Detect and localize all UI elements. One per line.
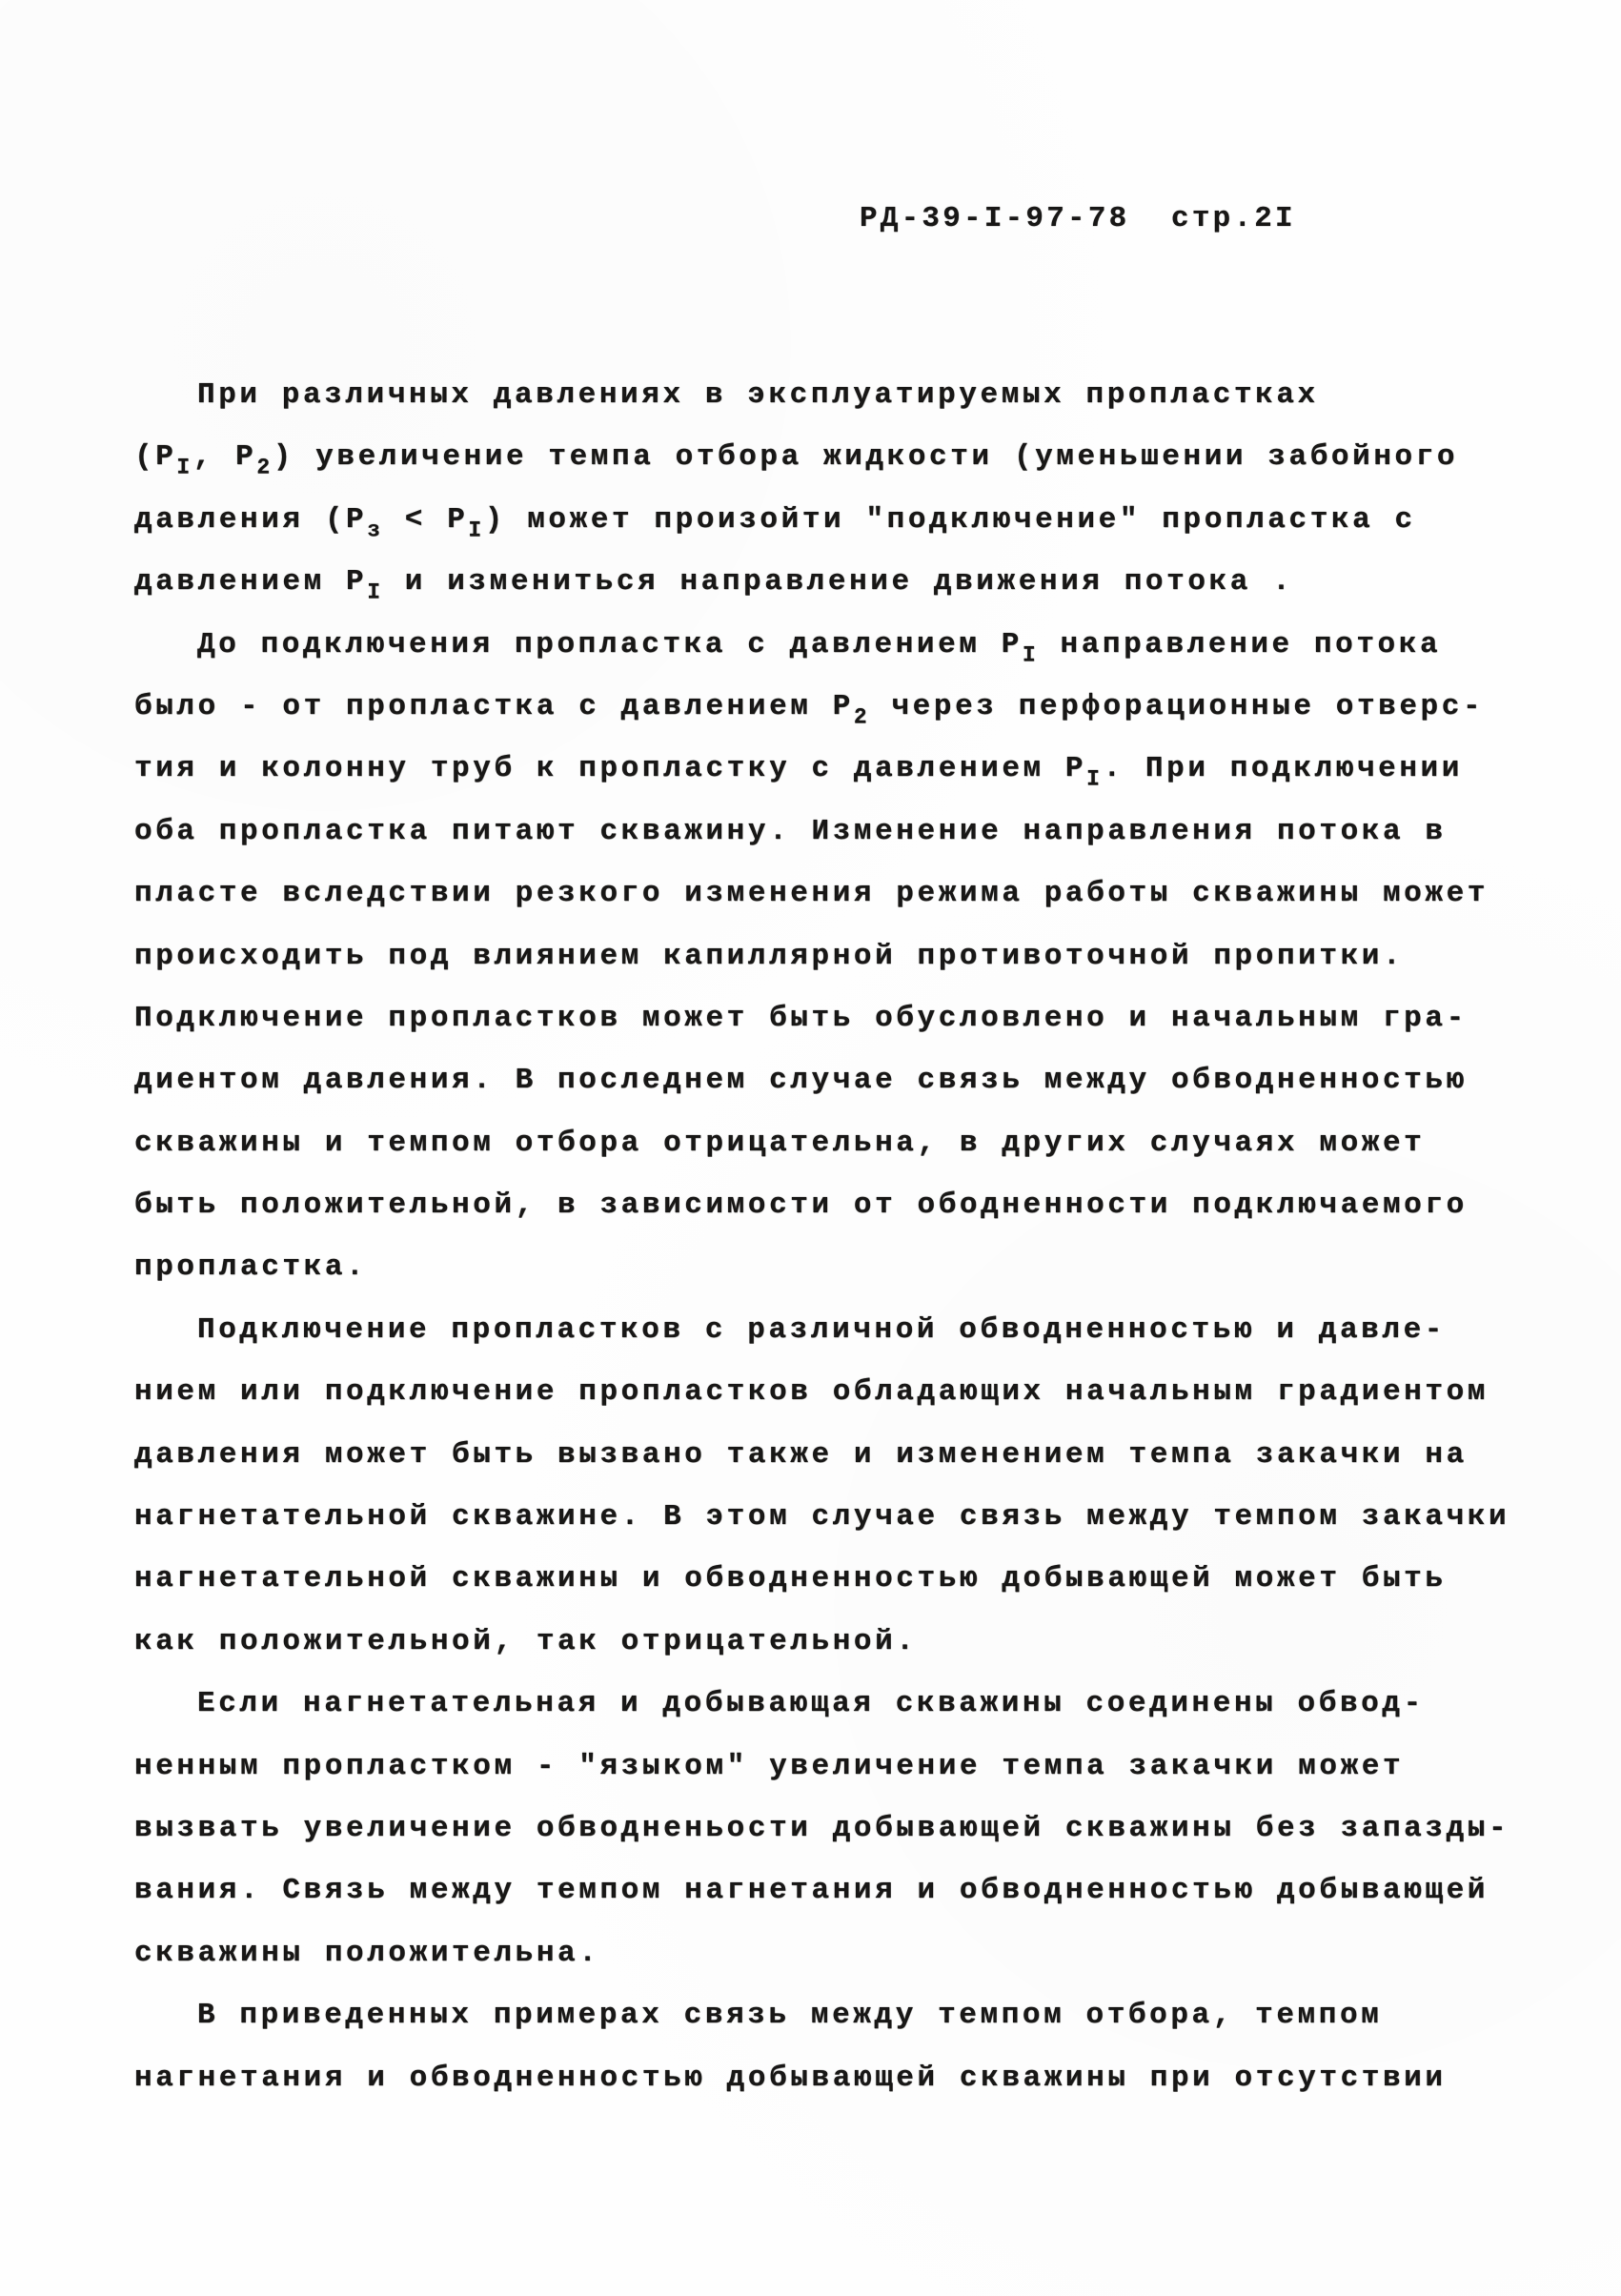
text-line: как положительной, так отрицательной.	[134, 1624, 918, 1658]
paragraph	[134, 1673, 1526, 1984]
text-line: ($Р_I$, $Р_2$) увеличение темпа отбора жидкости (уменьшении забойного	[134, 440, 1459, 481]
paragraph	[134, 1299, 1526, 1673]
text-line: тия и колонну труб к пропластку с давлением $Р_I$. При подключении	[134, 752, 1463, 792]
paragraph	[134, 364, 1526, 614]
text-line: В приведенных примерах связь между темпом отбора, темпом	[197, 1999, 1383, 2033]
text-line: оба пропластка питают скважину. Изменение направления потока в	[134, 814, 1447, 848]
document-number-and-page-header: РД-39-I-97-78 стр.2I	[860, 202, 1296, 235]
text-line: пропластка.	[134, 1250, 368, 1285]
text-line: нагнетания и обводненностью добывающей скважины при отсутствии	[134, 2061, 1447, 2095]
paragraph	[134, 1984, 1526, 2109]
text-line: происходить под влиянием капиллярной противоточной пропитки.	[134, 939, 1405, 973]
text-line: вызвать увеличение обводненьости добывающей скважины без запазды-	[134, 1811, 1510, 1845]
text-line: ненным пропластком - "языком" увеличение темпа закачки может	[134, 1749, 1405, 1783]
text-line: нагнетательной скважине. В этом случае связь между темпом закачки	[134, 1500, 1510, 1534]
paragraph	[134, 614, 1526, 1299]
text-line: нием или подключение пропластков обладающих начальным градиентом	[134, 1375, 1489, 1410]
text-line: диентом давления. В последнем случае связь между обводненностью	[134, 1064, 1468, 1098]
text-line: До подключения пропластка с давлением $Р_I$ направление потока	[197, 627, 1442, 668]
text-line: При различных давлениях в эксплуатируемых пропластках	[197, 378, 1319, 412]
text-line: давлением $Р_I$ и измениться направление движения потока .	[134, 565, 1294, 605]
text-line: нагнетательной скважины и обводненностью добывающей может быть	[134, 1562, 1447, 1596]
text-line: Подключение пропластков с различной обводненностью и давле-	[197, 1312, 1446, 1347]
text-line: пласте вследствии резкого изменения режима работы скважины может	[134, 877, 1489, 911]
text-line: давления $(Р_з < Р_I)$ может произойти "подключение" пропластка с	[134, 502, 1416, 543]
text-line: Подключение пропластков может быть обусловлено и начальным гра-	[134, 1001, 1468, 1035]
document-body	[134, 364, 1526, 2109]
text-line: было - от пропластка с давлением $Р_2$ через перфорационные отверс-	[134, 689, 1485, 730]
text-line: давления может быть вызвано также и изменением темпа закачки на	[134, 1437, 1468, 1472]
text-line: скважины положительна.	[134, 1936, 600, 1970]
text-line: быть положительной, в зависимости от ободненности подключаемого	[134, 1189, 1468, 1223]
text-line: скважины и темпом отбора отрицательна, в других случаях может	[134, 1126, 1426, 1160]
text-line: Если нагнетательная и добывающая скважины соединены обвод-	[197, 1687, 1425, 1721]
text-line: вания. Связь между темпом нагнетания и обводненностью добывающей	[134, 1874, 1489, 1908]
